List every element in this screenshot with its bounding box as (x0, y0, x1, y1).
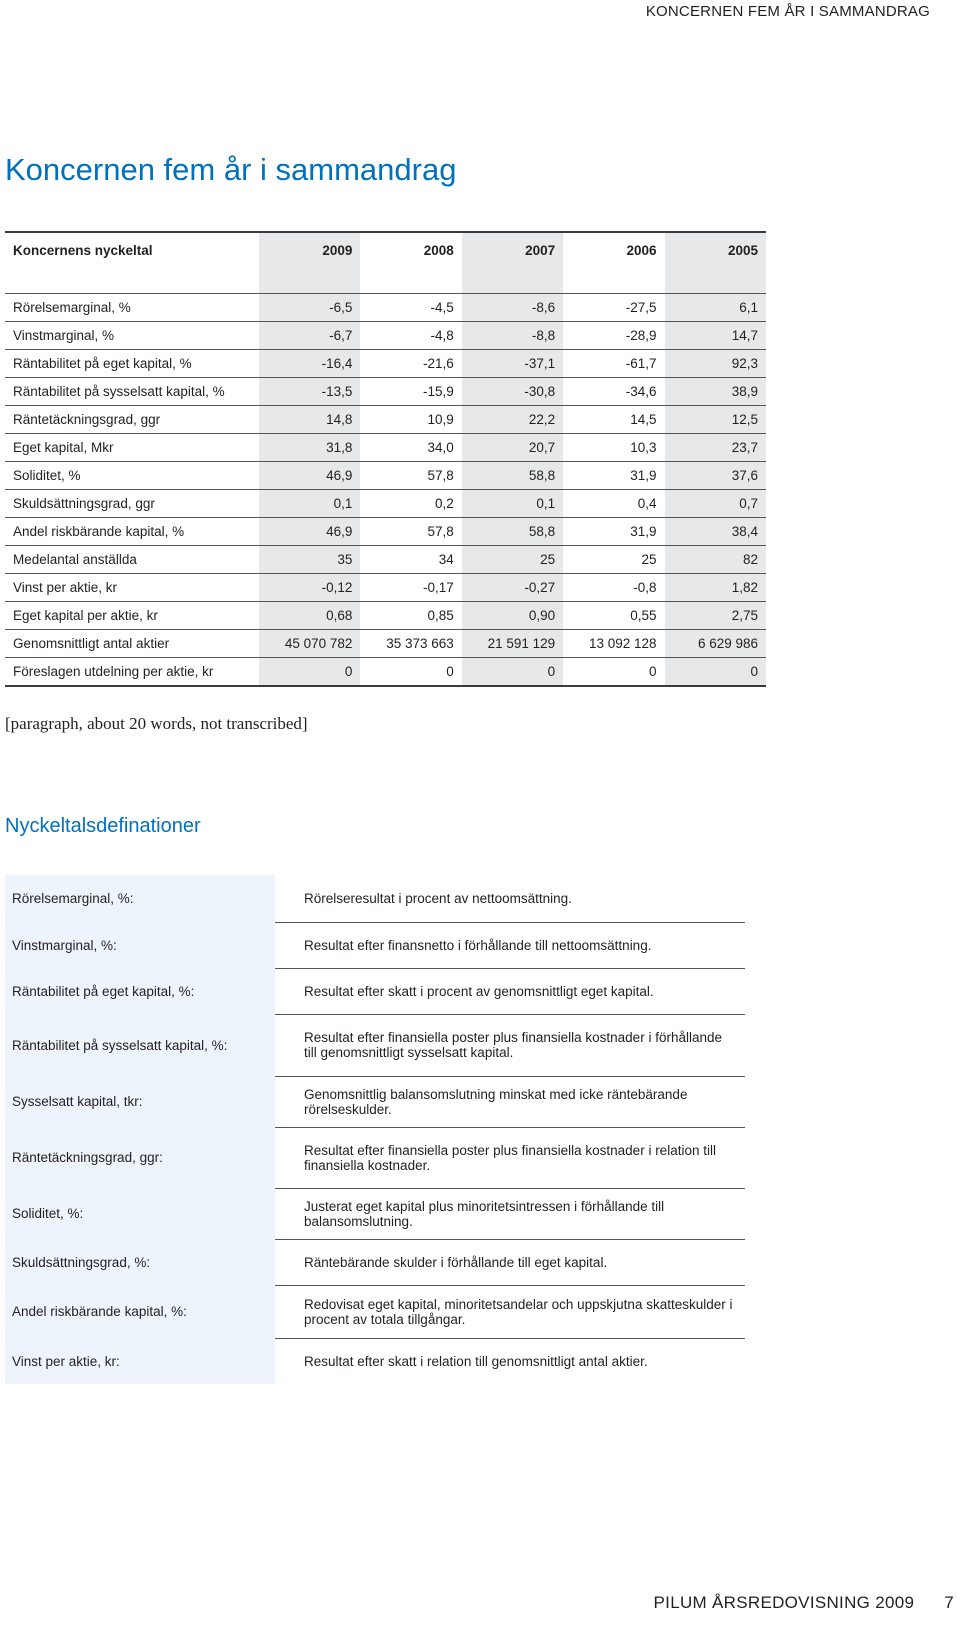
key-figure-value: -0,12 (259, 574, 360, 602)
key-figure-value: 35 (259, 546, 360, 574)
key-figure-label: Genomsnittligt antal aktier (5, 630, 259, 658)
key-figure-value: -28,9 (563, 322, 664, 350)
definition-text-line: Redovisat eget kapital, minoritetsandelar och uppskjutna skatteskulder i procent av totala tillgångar. (304, 1296, 733, 1327)
definition-row (5, 1188, 745, 1239)
key-figure-value: 0 (259, 658, 360, 687)
key-figure-value: 21 591 129 (462, 630, 563, 658)
key-figure-value: 0 (360, 658, 461, 687)
key-figure-value: 0,55 (563, 602, 664, 630)
key-figure-value: -6,5 (259, 294, 360, 322)
key-figure-value: 31,9 (563, 518, 664, 546)
definition-term: Vinstmarginal, %: (5, 922, 275, 968)
key-figure-value: 6 629 986 (665, 630, 766, 658)
key-figure-value: 12,5 (665, 406, 766, 434)
year-header: 2009 (259, 232, 360, 267)
key-figure-value: -61,7 (563, 350, 664, 378)
definition-text-line: Justerat eget kapital plus minoritetsintressen i förhållande till balansomslutning. (304, 1198, 665, 1229)
year-header: 2005 (665, 232, 766, 267)
definition-text-line: Resultat efter finansiella poster plus finansiella kostnader i förhållande (304, 1030, 722, 1045)
key-figure-value: 1,82 (665, 574, 766, 602)
definition-text-line: Resultat efter finansiella poster plus finansiella kostnader i relation till finansiella kostnader. (304, 1142, 716, 1173)
key-figure-label: Andel riskbärande kapital, % (5, 518, 259, 546)
key-figure-row (5, 630, 766, 658)
key-figure-value: 58,8 (462, 462, 563, 490)
definition-term: Soliditet, %: (5, 1188, 275, 1239)
definition-term: Skuldsättningsgrad, %: (5, 1239, 275, 1285)
key-figure-row (5, 462, 766, 490)
key-figures-spacer-row (5, 267, 766, 294)
definition-term: Sysselsatt kapital, tkr: (5, 1076, 275, 1127)
key-figure-label: Föreslagen utdelning per aktie, kr (5, 658, 259, 687)
key-figure-row (5, 350, 766, 378)
definition-term: Vinst per aktie, kr: (5, 1338, 275, 1384)
key-figure-value: 92,3 (665, 350, 766, 378)
definition-term: Räntabilitet på eget kapital, %: (5, 968, 275, 1014)
definition-term: Räntabilitet på sysselsatt kapital, %: (5, 1014, 275, 1076)
key-figure-row (5, 518, 766, 546)
key-figure-row (5, 658, 766, 687)
key-figure-value: -6,7 (259, 322, 360, 350)
definition-text (275, 922, 745, 968)
key-figure-value: 10,9 (360, 406, 461, 434)
key-figure-label: Eget kapital, Mkr (5, 434, 259, 462)
key-figure-value: -0,8 (563, 574, 664, 602)
key-figure-value: 0 (563, 658, 664, 687)
key-figure-value: 45 070 782 (259, 630, 360, 658)
definition-text (275, 1239, 745, 1285)
key-figure-value: 37,6 (665, 462, 766, 490)
key-figure-label: Räntabilitet på eget kapital, % (5, 350, 259, 378)
key-figure-row (5, 406, 766, 434)
year-header: 2008 (360, 232, 461, 267)
key-figure-value: 25 (563, 546, 664, 574)
key-figure-value: -21,6 (360, 350, 461, 378)
key-figure-value: 0,1 (259, 490, 360, 518)
key-figure-row (5, 574, 766, 602)
definition-row (5, 1127, 745, 1188)
key-figure-value: 14,8 (259, 406, 360, 434)
key-figure-value: -34,6 (563, 378, 664, 406)
key-figure-value: 0 (665, 658, 766, 687)
key-figure-value: 10,3 (563, 434, 664, 462)
key-figure-value: 38,9 (665, 378, 766, 406)
definition-text (275, 1188, 745, 1239)
definition-text-line: Rörelseresultat i procent av nettoomsättning. (304, 890, 572, 906)
publication-name: PILUM ÅRSREDOVISNING 2009 (653, 1593, 915, 1612)
key-figure-value: -8,8 (462, 322, 563, 350)
key-figure-label: Eget kapital per aktie, kr (5, 602, 259, 630)
key-figures-table (5, 231, 766, 687)
key-figure-value: 82 (665, 546, 766, 574)
definition-text (275, 875, 745, 922)
key-figure-row (5, 322, 766, 350)
definition-row (5, 922, 745, 968)
key-figures-header-label: Koncernens nyckeltal (5, 232, 259, 267)
definition-text (275, 1076, 745, 1127)
definition-text (275, 968, 745, 1014)
definition-text-line: Resultat efter skatt i procent av genomsnittligt eget kapital. (304, 983, 654, 999)
page-footer (654, 1593, 954, 1613)
key-figure-row (5, 294, 766, 322)
key-figure-value: -15,9 (360, 378, 461, 406)
key-figure-value: 34 (360, 546, 461, 574)
definition-text (275, 1127, 745, 1188)
key-figure-value: 0,7 (665, 490, 766, 518)
definition-row (5, 1285, 745, 1338)
definition-text (275, 1285, 745, 1338)
key-figure-label: Räntetäckningsgrad, ggr (5, 406, 259, 434)
year-header: 2007 (462, 232, 563, 267)
definition-text-line: Resultat efter finansnetto i förhållande till nettoomsättning. (304, 937, 652, 953)
key-figure-value: 0 (462, 658, 563, 687)
definition-text (275, 1014, 745, 1076)
definition-row (5, 1076, 745, 1127)
key-figure-value: 31,8 (259, 434, 360, 462)
definitions-table (5, 875, 745, 1384)
key-figure-value: 2,75 (665, 602, 766, 630)
key-figures-body (5, 294, 766, 687)
definition-row (5, 1014, 745, 1076)
key-figure-value: 38,4 (665, 518, 766, 546)
key-figure-value: 57,8 (360, 462, 461, 490)
key-figure-label: Vinst per aktie, kr (5, 574, 259, 602)
definition-row (5, 875, 745, 922)
key-figure-row (5, 434, 766, 462)
key-figure-value: -0,17 (360, 574, 461, 602)
key-figure-value: 0,2 (360, 490, 461, 518)
definition-term: Rörelsemarginal, %: (5, 875, 275, 922)
key-figures-header-row (5, 232, 766, 267)
key-figure-value: -37,1 (462, 350, 563, 378)
definitions-title: Nyckeltalsdefinationer (5, 815, 201, 837)
page-title: Koncernen fem år i sammandrag (5, 152, 457, 187)
key-figure-value: 58,8 (462, 518, 563, 546)
key-figure-label: Skuldsättningsgrad, ggr (5, 490, 259, 518)
key-figure-label: Medelantal anställda (5, 546, 259, 574)
definition-text-line: Resultat efter skatt i relation till genomsnittligt antal aktier. (304, 1353, 648, 1369)
key-figure-row (5, 378, 766, 406)
key-figure-value: 22,2 (462, 406, 563, 434)
key-figure-value: 25 (462, 546, 563, 574)
key-figure-value: 13 092 128 (563, 630, 664, 658)
key-figure-value: -16,4 (259, 350, 360, 378)
key-figure-value: 46,9 (259, 462, 360, 490)
key-figure-value: 31,9 (563, 462, 664, 490)
key-figure-row (5, 490, 766, 518)
definition-row (5, 1338, 745, 1384)
key-figure-value: 23,7 (665, 434, 766, 462)
running-header: KONCERNEN FEM ÅR I SAMMANDRAG (645, 3, 930, 20)
key-figure-label: Vinstmarginal, % (5, 322, 259, 350)
key-figure-value: 14,5 (563, 406, 664, 434)
key-figure-value: -4,5 (360, 294, 461, 322)
definition-term: Andel riskbärande kapital, %: (5, 1285, 275, 1338)
key-figure-label: Räntabilitet på sysselsatt kapital, % (5, 378, 259, 406)
key-figure-value: 14,7 (665, 322, 766, 350)
key-figure-value: 46,9 (259, 518, 360, 546)
key-figure-value: 0,4 (563, 490, 664, 518)
definition-text-line: Räntebärande skulder i förhållande till eget kapital. (304, 1254, 608, 1270)
key-figure-value: -30,8 (462, 378, 563, 406)
definition-text (275, 1338, 745, 1384)
key-figure-row (5, 602, 766, 630)
year-header: 2006 (563, 232, 664, 267)
key-figure-value: 0,68 (259, 602, 360, 630)
key-figure-value: -4,8 (360, 322, 461, 350)
key-figure-value: -0,27 (462, 574, 563, 602)
key-figure-label: Soliditet, % (5, 462, 259, 490)
key-figure-value: 0,1 (462, 490, 563, 518)
key-figure-value: 57,8 (360, 518, 461, 546)
definition-row (5, 968, 745, 1014)
key-figure-value: 35 373 663 (360, 630, 461, 658)
key-figure-value: 6,1 (665, 294, 766, 322)
definition-row (5, 1239, 745, 1285)
key-figure-row (5, 546, 766, 574)
key-figure-value: 0,90 (462, 602, 563, 630)
adjustment-note: [paragraph, about 20 words, not transcribed] (5, 714, 308, 733)
key-figure-value: 0,85 (360, 602, 461, 630)
definition-text-line: Genomsnittlig balansomslutning minskat med icke räntebärande rörelseskulder. (304, 1086, 688, 1117)
key-figure-value: -13,5 (259, 378, 360, 406)
definition-term: Räntetäckningsgrad, ggr: (5, 1127, 275, 1188)
key-figure-value: -27,5 (563, 294, 664, 322)
key-figure-value: 20,7 (462, 434, 563, 462)
key-figure-label: Rörelsemarginal, % (5, 294, 259, 322)
key-figure-value: 34,0 (360, 434, 461, 462)
key-figure-value: -8,6 (462, 294, 563, 322)
definition-text-line: till genomsnittligt sysselsatt kapital. (304, 1045, 514, 1060)
page-number: 7 (944, 1593, 954, 1612)
